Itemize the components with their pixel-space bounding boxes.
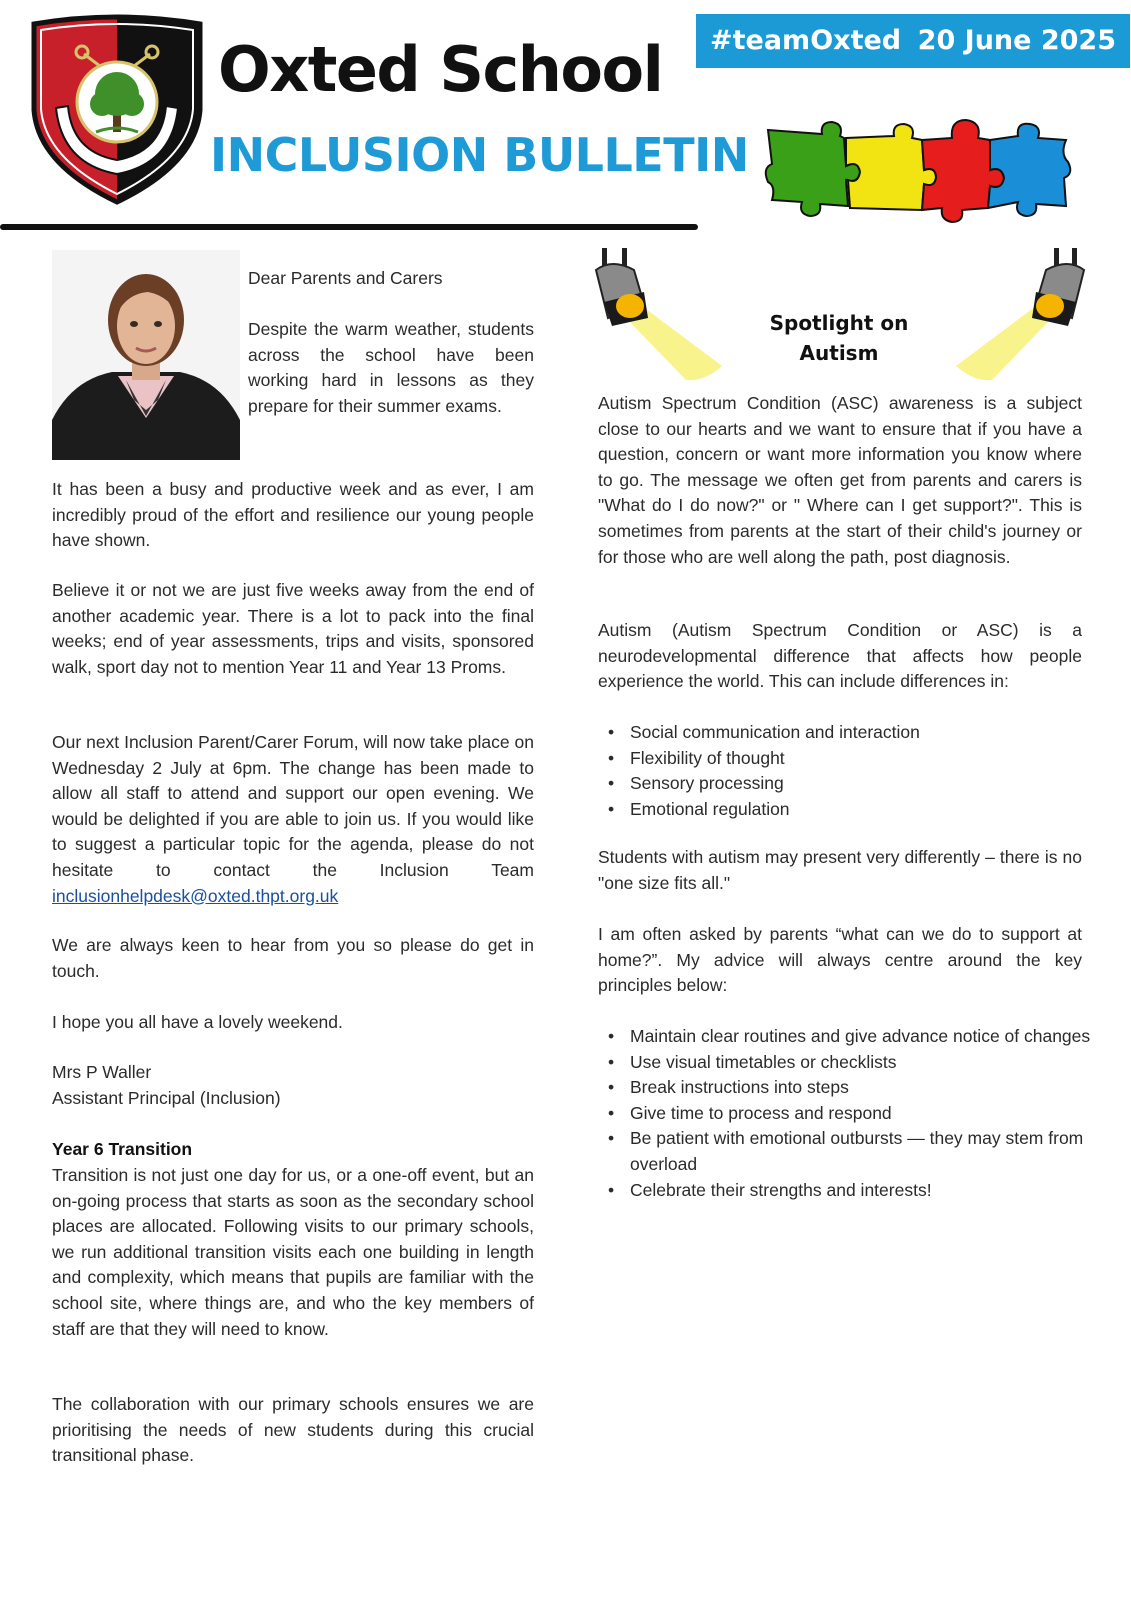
hashtag-label: #teamOxted: [710, 25, 902, 56]
transition-heading: Year 6 Transition: [52, 1139, 193, 1159]
header-divider: [0, 224, 698, 230]
list-item: • Celebrate their strengths and interests!: [630, 1178, 1114, 1204]
list-item: • Break instructions into steps: [630, 1075, 1114, 1101]
letter-paragraph-keep-in-touch: We are always keen to hear from you so please do get in touch.: [52, 935, 534, 981]
list-item: • Social communication and interaction: [630, 720, 1114, 746]
forum-text: Our next Inclusion Parent/Carer Forum, will now take place on Wednesday 2 July at 6pm. The change has been made to allow all staff to attend and support our open evening. We would be delighted if you are able to join us. If you would like to suggest a particular topic for the agenda, please do not hesitate to contact the Inclusion Team: [52, 732, 534, 880]
list-item: • Give time to process and respond: [630, 1101, 1114, 1127]
principles-list: [598, 1024, 1114, 1203]
list-item: • Sensory processing: [630, 771, 1114, 797]
bulletin-title: INCLUSION BULLETIN: [210, 128, 749, 182]
school-crest-logo: [26, 14, 208, 208]
spotlight-title-line-1: Spotlight on: [769, 311, 909, 335]
letter-paragraph-weekend: I hope you all have a lovely weekend.: [52, 1012, 343, 1032]
letter-paragraph-term-end: Believe it or not we are just five weeks away from the end of another academic year. There is a lot to pack into the final weeks; end of year assessments, trips and visits, sponsored walk, sport day not to mention Year 11 and Year 13 Proms.: [52, 580, 534, 677]
spotlight-lamp-left-icon: [594, 248, 744, 388]
letter-salutation: Dear Parents and Carers: [248, 268, 443, 288]
transition-paragraph-2: The collaboration with our primary schools ensures we are prioritising the needs of new students during this crucial transitional phase.: [52, 1394, 534, 1466]
list-item: • Emotional regulation: [630, 797, 1114, 823]
transition-paragraph-1: Transition is not just one day for us, or a one-off event, but an on-going process that starts as soon as the secondary school places are allocated. Following visits to our primary schools, we run additional transition visits each one building in length and complexity, which means that pupils are familiar with the school site, where things are, and who the key members of staff are that they will need to know.: [52, 1165, 534, 1339]
spotlight-title-line-2: Autism: [799, 341, 879, 365]
list-item: • Flexibility of thought: [630, 746, 1114, 772]
bulletin-date: 20 June 2025: [917, 25, 1116, 56]
differences-list: [598, 720, 1114, 822]
spotlight-paragraph-variation: Students with autism may present very differently – there is no "one size fits all.": [598, 847, 1082, 893]
school-name: Oxted School: [218, 33, 663, 106]
spotlight-paragraph-awareness: Autism Spectrum Condition (ASC) awareness is a subject close to our hearts and we want to ensure that if you have a question, concern or want more information you know where to go. The message we often get from parents and carers is "What do I do now?" or " Where can I get support?". This is sometimes from parents at the start of their child's journey or for those who are well along the path, post diagnosis.: [598, 393, 1082, 567]
list-item: • Use visual timetables or checklists: [630, 1050, 1114, 1076]
author-portrait-photo: [52, 250, 240, 460]
inclusion-email-link[interactable]: inclusionhelpdesk@oxted.thpt.org.uk: [52, 885, 339, 906]
list-item: • Be patient with emotional outbursts — they may stem from overload: [630, 1126, 1114, 1177]
spotlight-paragraph-advice: I am often asked by parents “what can we do to support at home?”. My advice will always centre around the key principles below:: [598, 924, 1082, 996]
letter-intro-paragraph: Despite the warm weather, students across the school have been working hard in lessons as they prepare for their summer exams.: [248, 319, 534, 416]
spotlight-lamp-right-icon: [946, 248, 1086, 388]
puzzle-pieces-graphic: [764, 116, 1074, 226]
spotlight-title: [744, 308, 934, 368]
letter-paragraph-forum: [52, 730, 534, 909]
header-banner: [696, 14, 1130, 68]
signoff-title: Assistant Principal (Inclusion): [52, 1088, 281, 1108]
signoff-name: Mrs P Waller: [52, 1062, 152, 1082]
spotlight-paragraph-definition: Autism (Autism Spectrum Condition or ASC) is a neurodevelopmental difference that affects how people experience the world. This can include differences in:: [598, 620, 1082, 692]
letter-paragraph-busy-week: It has been a busy and productive week and as ever, I am incredibly proud of the effort and resilience our young people have shown.: [52, 479, 534, 551]
list-item: • Maintain clear routines and give advance notice of changes: [630, 1024, 1114, 1050]
